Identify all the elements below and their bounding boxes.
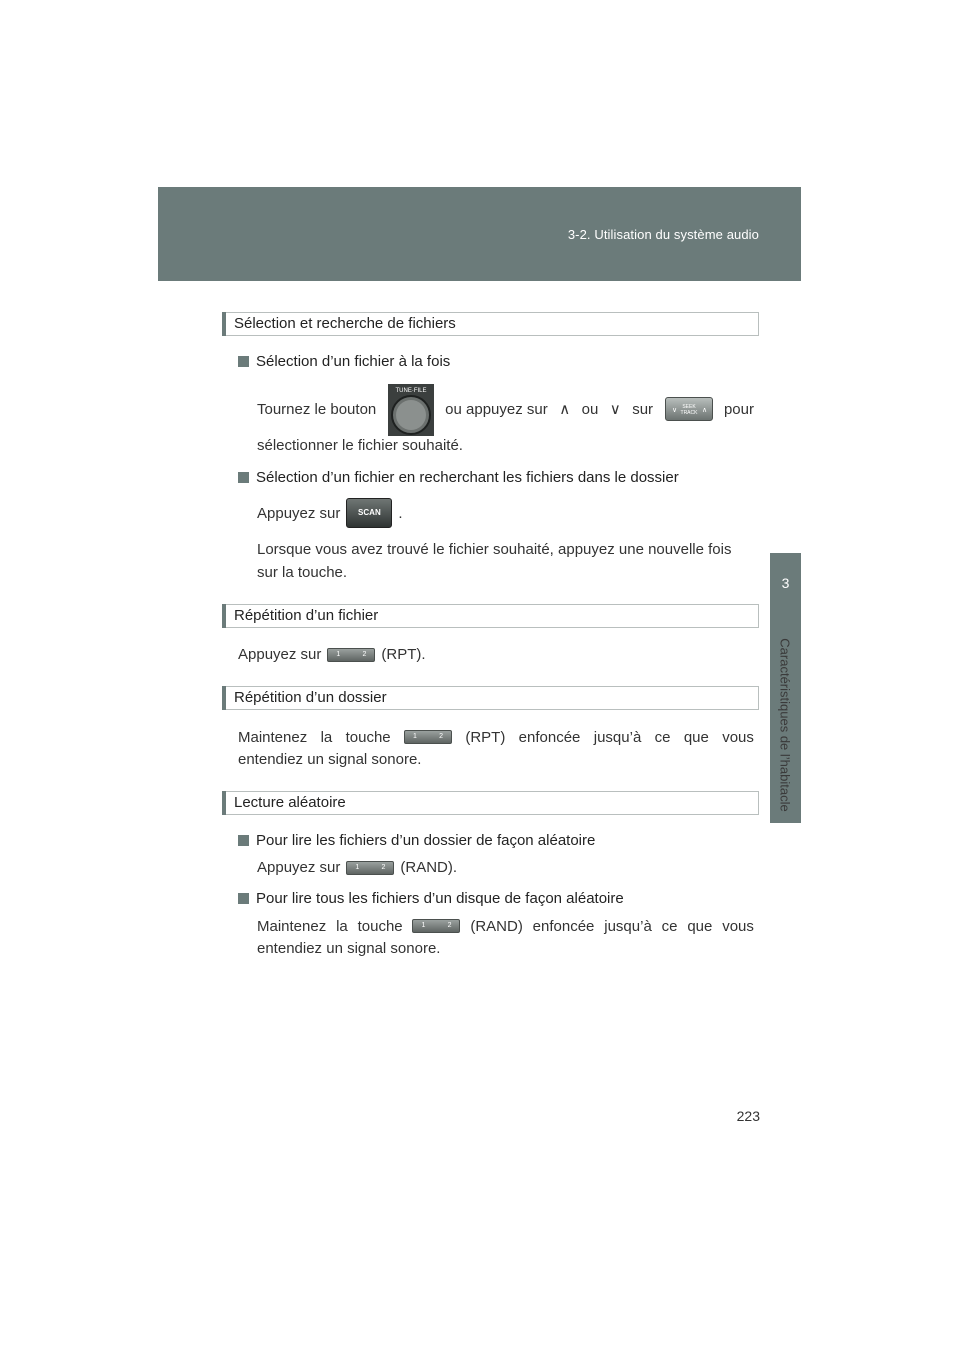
- page-number: 223: [736, 1108, 760, 1124]
- preset-button-icon: 1 2: [346, 861, 394, 875]
- knob-label: TUNE·FILE: [395, 388, 427, 394]
- instruction-text: sur: [632, 400, 654, 418]
- instruction-text: ce: [654, 728, 671, 746]
- chapter-title: 3-2. Utilisation du système audio: [567, 227, 759, 242]
- sub-heading-text: Sélection d’un fichier à la fois: [256, 353, 451, 370]
- instruction-text: .: [398, 504, 403, 522]
- instruction-text: que: [683, 728, 709, 746]
- sub-heading-random-folder: [238, 832, 595, 849]
- instruction-text: enfoncée: [518, 728, 581, 746]
- up-arrow-icon: ∧: [559, 401, 571, 418]
- sub-heading-text: Sélection d’un fichier en recherchant les fichiers dans le dossier: [256, 469, 679, 486]
- section-title: Sélection et recherche de fichiers: [234, 315, 456, 332]
- instruction-text: vous: [722, 728, 754, 746]
- instruction-text: Appuyez sur: [257, 859, 341, 876]
- scan-label: SCAN: [358, 508, 381, 517]
- section-heading-repeat-folder: [222, 686, 759, 710]
- instruction-line-rpt: [238, 646, 426, 663]
- tune-file-knob-icon: [388, 384, 434, 434]
- square-bullet-icon: [238, 472, 249, 483]
- instruction-line-scan: [257, 498, 403, 528]
- instruction-text: Lorsque vous avez trouvé le fichier souhaité, appuyez une nouvelle fois: [257, 541, 732, 558]
- seek-label: SEEK: [681, 404, 696, 410]
- section-heading-random: [222, 791, 759, 815]
- square-bullet-icon: [238, 356, 249, 367]
- chapter-header-band: [158, 187, 801, 281]
- instruction-line-knob: [257, 383, 754, 435]
- sub-heading-random-disc: [238, 890, 624, 907]
- instruction-text: jusqu’à: [604, 917, 652, 935]
- instruction-text: que: [687, 917, 713, 935]
- square-bullet-icon: [238, 835, 249, 846]
- instruction-text: (RPT): [465, 728, 506, 746]
- instruction-text: la: [320, 728, 333, 746]
- instruction-text: sur la touche.: [257, 564, 348, 581]
- instruction-text: la: [336, 917, 348, 935]
- instruction-text: Maintenez: [257, 917, 327, 935]
- svg-text:∨: ∨: [671, 407, 677, 414]
- chapter-number: 3: [781, 575, 790, 591]
- instruction-line-hold-rand: [257, 916, 754, 936]
- instruction-text: (RAND): [470, 917, 523, 935]
- instruction-text: entendiez un signal sonore.: [257, 940, 441, 957]
- preset-button-icon: 1 2: [404, 730, 452, 744]
- instruction-text: Maintenez: [238, 728, 308, 746]
- preset-button-icon: 1 2: [412, 919, 460, 933]
- instruction-text: touche: [357, 917, 403, 935]
- instruction-text: ce: [661, 917, 678, 935]
- instruction-text: ou: [581, 400, 599, 418]
- sub-heading-text: Pour lire tous les fichiers d’un disque de façon aléatoire: [256, 890, 624, 907]
- seek-track-button-icon: [665, 397, 713, 421]
- down-arrow-icon: ∨: [609, 401, 621, 418]
- instruction-text: ou appuyez sur: [445, 400, 548, 418]
- instruction-text: jusqu’à: [593, 728, 642, 746]
- section-heading-selection: [222, 312, 759, 336]
- instruction-text: enfoncée: [532, 917, 595, 935]
- section-title: Répétition d’un fichier: [234, 607, 379, 624]
- sub-heading-search-folder: [238, 469, 679, 486]
- instruction-text: pour: [723, 400, 754, 418]
- instruction-text: Appuyez sur: [257, 504, 341, 522]
- instruction-text: Appuyez sur: [238, 646, 322, 663]
- instruction-text: sélectionner le fichier souhaité.: [257, 437, 463, 454]
- sub-heading-text: Pour lire les fichiers d’un dossier de façon aléatoire: [256, 832, 596, 849]
- instruction-text: entendiez un signal sonore.: [238, 751, 422, 768]
- svg-text:∧: ∧: [701, 407, 707, 414]
- instruction-line-hold-rpt: [238, 727, 754, 747]
- section-heading-repeat-file: [222, 604, 759, 628]
- square-bullet-icon: [238, 893, 249, 904]
- scan-button-icon: [346, 498, 392, 528]
- instruction-line-rand: [257, 859, 457, 876]
- sub-heading-one-file: [238, 353, 450, 370]
- preset-button-icon: 1 2: [327, 648, 375, 662]
- instruction-text: Tournez le bouton: [257, 400, 377, 418]
- chapter-side-caption: Caractéristiques de l’habitacle: [777, 638, 793, 812]
- instruction-text: (RPT).: [381, 646, 426, 663]
- instruction-text: vous: [722, 917, 754, 935]
- instruction-text: touche: [345, 728, 391, 746]
- section-title: Répétition d’un dossier: [234, 689, 387, 706]
- track-label: TRACK: [680, 410, 697, 416]
- section-title: Lecture aléatoire: [234, 794, 346, 811]
- instruction-text: (RAND).: [400, 859, 458, 876]
